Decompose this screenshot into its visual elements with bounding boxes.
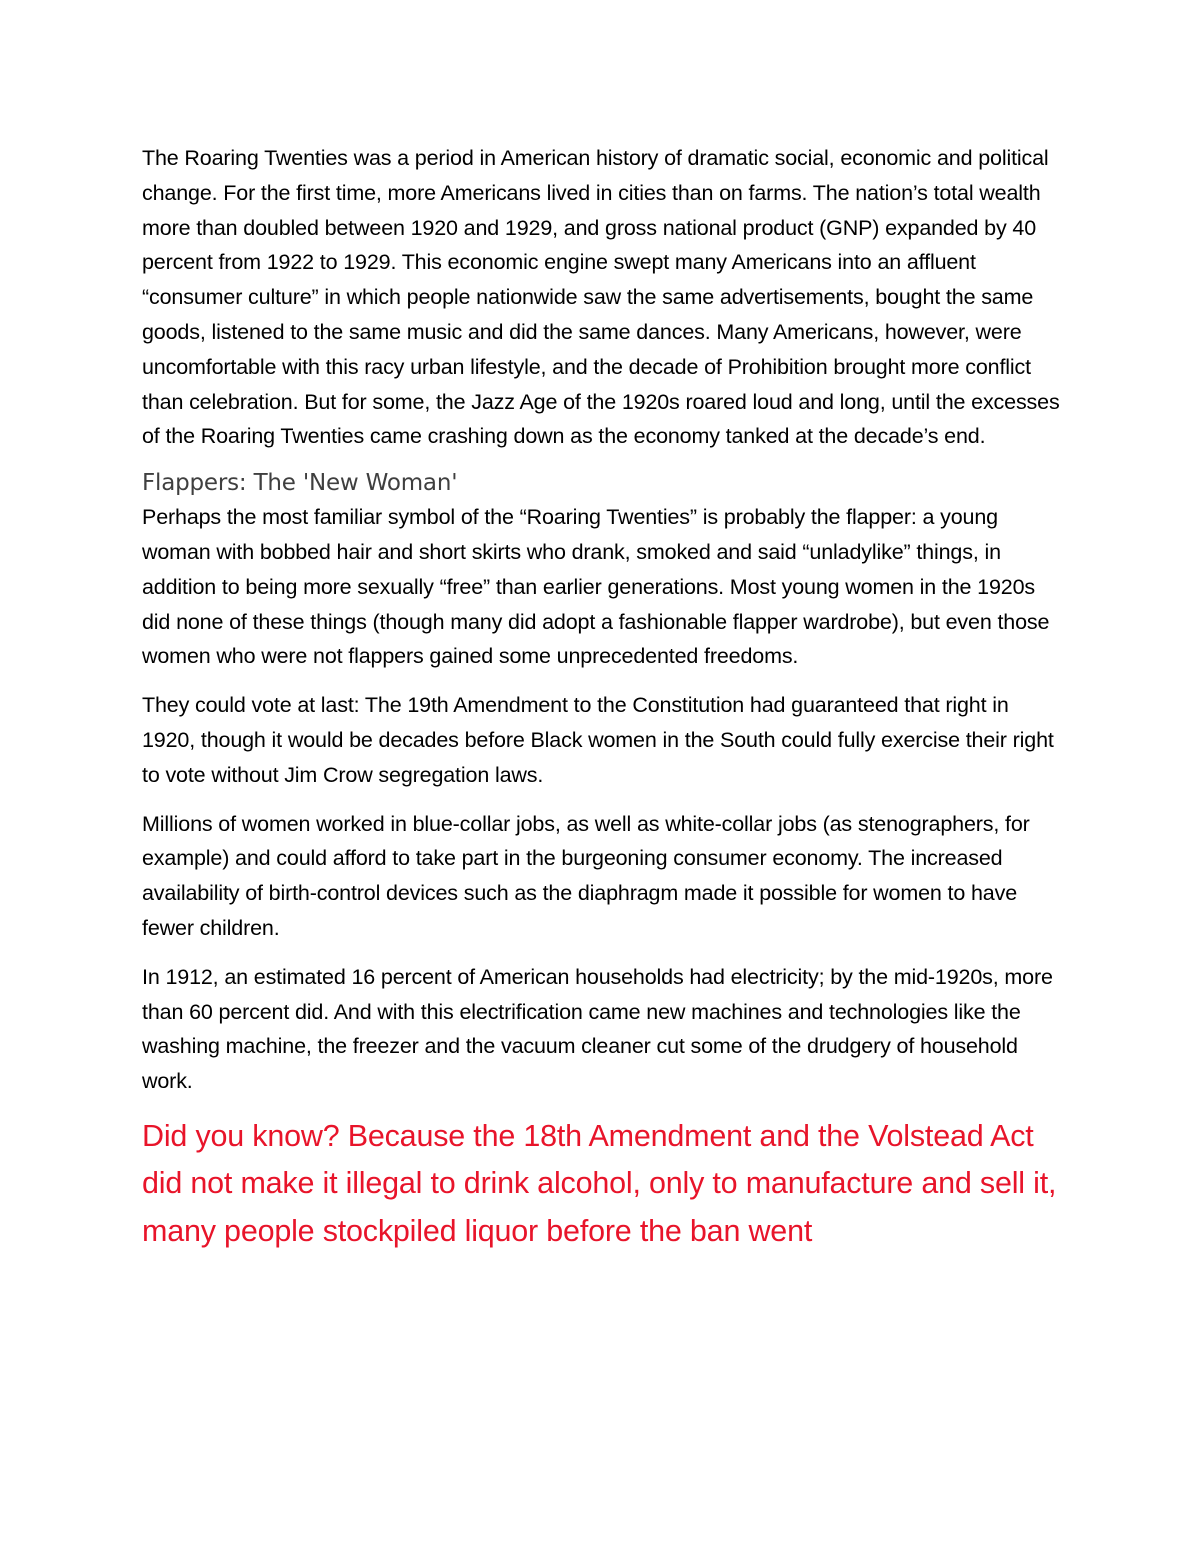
paragraph-electricity: In 1912, an estimated 16 percent of American households had electricity; by the mid-1920s, more than 60 percent did. And with this electrification came new machines and technologies like the washing machine, the freezer and the vacuum cleaner cut some of the drudgery of household work. (142, 964, 1053, 1094)
did-you-know-callout: Did you know? Because the 18th Amendment and the Volstead Act did not make it illegal to drink alcohol, only to manufacture and sell it, many people stockpiled liquor before the ban went (142, 1118, 1057, 1248)
document-body (142, 141, 1062, 1255)
paragraph-vote: They could vote at last: The 19th Amendment to the Constitution had guaranteed that right in 1920, though it would be decades before Black women in the South could fully exercise their right to vote without Jim Crow segregation laws. (142, 693, 1054, 787)
paragraph-flapper: Perhaps the most familiar symbol of the “Roaring Twenties” is probably the flapper: a young woman with bobbed hair and short skirts who drank, smoked and said “unladylike” things, in addition to being more sexually “free” than earlier generations. Most young women in the 1920s did none of these things (though many did adopt a fashionable flapper wardrobe), but even those women who were not flappers gained some unprecedented freedoms. (142, 505, 1050, 669)
paragraph-work: Millions of women worked in blue-collar jobs, as well as white-collar jobs (as stenographers, for example) and could afford to take part in the burgeoning consumer economy. The increased availability of birth-control devices such as the diaphragm made it possible for women to have fewer children. (142, 811, 1030, 940)
intro-paragraph: The Roaring Twenties was a period in American history of dramatic social, economic and political change. For the first time, more Americans lived in cities than on farms. The nation’s total wealth more than doubled between 1920 and 1929, and gross national product (GNP) expanded by 40 percent from 1922 to 1929. This economic engine swept many Americans into an affluent “consumer culture” in which people nationwide saw the same advertisements, bought the same goods, listened to the same music and did the same dances. Many Americans, however, were uncomfortable with this racy urban lifestyle, and the decade of Prohibition brought more conflict than celebration. But for some, the Jazz Age of the 1920s roared loud and long, until the excesses of the Roaring Twenties came crashing down as the economy tanked at the decade’s end. (142, 146, 1060, 449)
section-heading: Flappers: The 'New Woman' (142, 470, 458, 497)
